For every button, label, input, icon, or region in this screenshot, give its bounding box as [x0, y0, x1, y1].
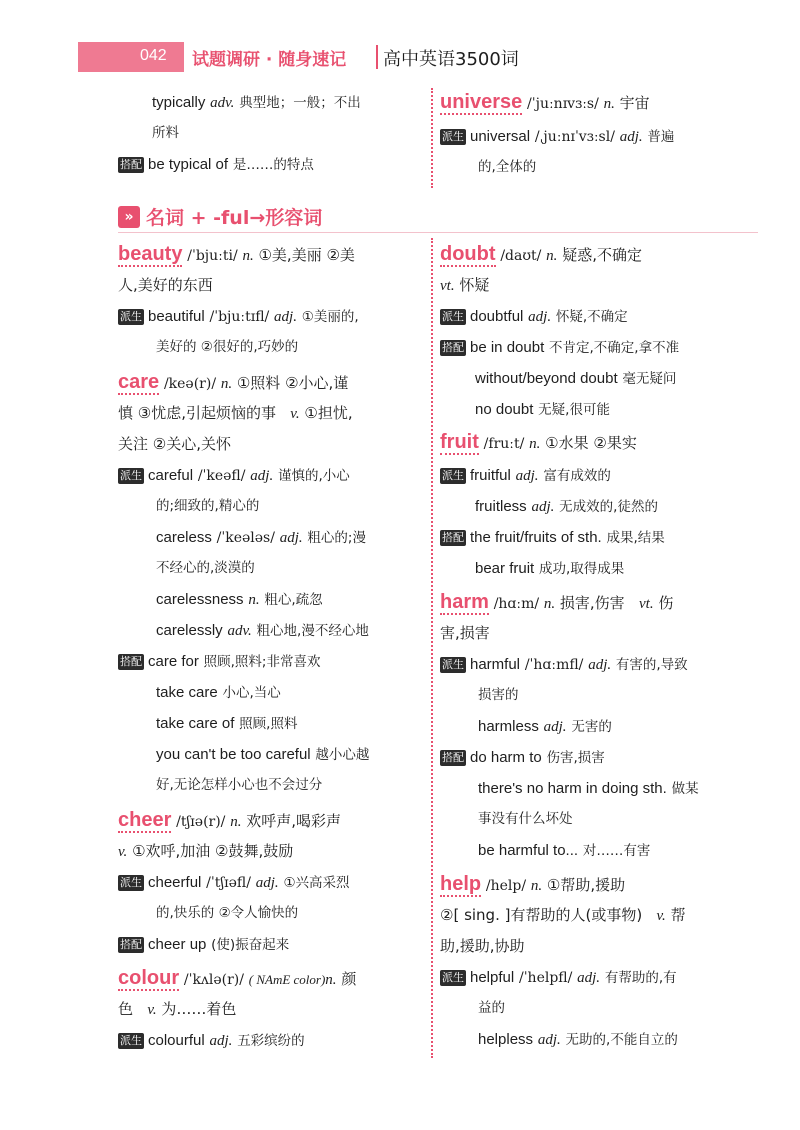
double-chevron-right-icon: » [118, 206, 140, 228]
headword-fruit: fruit [440, 431, 479, 453]
entry-line: 所料 [152, 125, 179, 141]
derivative-line: carelessness n. 粗心,疏忽 [156, 591, 323, 608]
collocation-tag: 搭配 [120, 158, 142, 171]
collocation-tag: 搭配 [442, 751, 464, 764]
headword-help: help [440, 873, 482, 895]
column-divider-top [431, 88, 433, 188]
collocation-line: without/beyond doubt 毫无疑问 [475, 370, 677, 387]
headword-care: care [118, 371, 160, 393]
collocation-line: no doubt 无疑,很可能 [475, 401, 610, 418]
headword-line-colour: colour /ˈkʌlə(r)/ ( NAmE color)n. 颜 [118, 967, 357, 989]
entry-line: 的,快乐的 ②令人愉快的 [156, 905, 299, 921]
derive-tag: 派生 [120, 876, 142, 889]
collocation-line: take care of 照顾,照料 [156, 715, 298, 732]
headword-harm: harm [440, 591, 489, 613]
entry-line: 的;细致的,精心的 [156, 498, 260, 514]
collocation-tag: 搭配 [120, 938, 142, 951]
entry-line: 损害的 [478, 687, 519, 703]
entry-line: 不经心的,淡漠的 [156, 560, 255, 576]
page-number-band [78, 42, 184, 72]
section-title: 名词 + -ful→形容词 [146, 207, 323, 229]
collocation-line: 搭配 the fruit/fruits of sth. 成果,结果 [442, 529, 665, 546]
headword-doubt: doubt [440, 243, 496, 265]
entry-line: vt. 怀疑 [440, 276, 490, 294]
derive-tag: 派生 [442, 469, 464, 482]
entry-line: 好,无论怎样小心也不会过分 [156, 777, 323, 793]
derive-tag: 派生 [442, 971, 464, 984]
entry-line: 益的 [478, 1000, 505, 1016]
entry-line: 关注 ②关心,关怀 [118, 435, 231, 453]
collocation-line: 搭配 be typical of 是……的特点 [120, 156, 314, 173]
section-rule [118, 232, 758, 233]
headword-beauty: beauty [118, 243, 183, 265]
collocation-line: bear fruit 成功,取得成果 [475, 560, 625, 577]
derivative-line: 派生 doubtful adj. 怀疑,不确定 [442, 308, 628, 325]
entry-line: 助,援助,协助 [440, 937, 525, 955]
entry-line: typically adv. 典型地；一般；不出 [152, 94, 361, 111]
derivative-line: harmless adj. 无害的 [478, 718, 612, 735]
derive-tag: 派生 [120, 469, 142, 482]
derivative-line: helpless adj. 无助的,不能自立的 [478, 1031, 678, 1048]
collocation-line: 搭配 cheer up (使)振奋起来 [120, 936, 290, 953]
book-title: 高中英语3500词 [383, 49, 519, 70]
derive-tag: 派生 [442, 658, 464, 671]
collocation-line: 搭配 care for 照顾,照料;非常喜欢 [120, 653, 321, 670]
entry-line: 美好的 ②很好的,巧妙的 [156, 339, 299, 355]
collocation-line: take care 小心,当心 [156, 684, 281, 701]
header-divider [376, 45, 378, 69]
collocation-tag: 搭配 [442, 341, 464, 354]
derivative-line: 派生 harmful /ˈhɑːmfl/ adj. 有害的,导致 [442, 656, 688, 673]
collocation-tag: 搭配 [120, 655, 142, 668]
derivative-line: careless /ˈkeələs/ adj. 粗心的;漫 [156, 529, 366, 546]
derivative-line: fruitless adj. 无成效的,徒然的 [475, 498, 658, 515]
headword-line-universe: universe /ˈjuːnɪvɜːs/ n. 宇宙 [440, 91, 650, 113]
page-number: 042 [140, 47, 167, 64]
headword-line-doubt: doubt /daʊt/ n. 疑惑,不确定 [440, 243, 642, 265]
derivative-line: 派生 colourful adj. 五彩缤纷的 [120, 1032, 305, 1049]
derivative-line: 派生 fruitful adj. 富有成效的 [442, 467, 611, 484]
derive-tag: 派生 [120, 310, 142, 323]
collocation-tag: 搭配 [442, 531, 464, 544]
headword-line-harm: harm /hɑːm/ n. 损害,伤害 vt. 伤 [440, 591, 674, 613]
entry-line: 的,全体的 [478, 159, 537, 175]
entry-line: 事没有什么坏处 [478, 811, 573, 827]
derivative-line: carelessly adv. 粗心地,漫不经心地 [156, 622, 369, 639]
series-title: 试题调研 · 随身速记 [192, 50, 347, 70]
entry-line: 人,美好的东西 [118, 276, 213, 294]
entry-line: 慎 ③忧虑,引起烦恼的事 v. ①担忧, [118, 404, 353, 422]
derive-tag: 派生 [120, 1034, 142, 1047]
derivative-line: 派生 helpful /ˈhelpfl/ adj. 有帮助的,有 [442, 969, 677, 986]
derivative-line: 派生 cheerful /ˈtʃɪəfl/ adj. ①兴高采烈 [120, 874, 350, 891]
entry-line: 害,损害 [440, 624, 490, 642]
collocation-line: be harmful to... 对……有害 [478, 842, 651, 859]
column-divider [431, 238, 433, 1058]
collocation-line: 搭配 do harm to 伤害,损害 [442, 749, 605, 766]
entry-line: 色 v. 为……着色 [118, 1000, 237, 1018]
collocation-line: you can't be too careful 越小心越 [156, 746, 370, 763]
entry-line: v. ①欢呼,加油 ②鼓舞,鼓励 [118, 842, 294, 860]
headword-cheer: cheer [118, 809, 172, 831]
derivative-line: 派生 careful /ˈkeəfl/ adj. 谨慎的,小心 [120, 467, 350, 484]
collocation-line: 搭配 be in doubt 不肯定,不确定,拿不准 [442, 339, 680, 356]
collocation-line: there's no harm in doing sth. 做某 [478, 780, 699, 797]
entry-line: ②[ sing. ]有帮助的人(或事物) v. 帮 [440, 906, 686, 924]
headword-line-care: care /keə(r)/ n. ①照料 ②小心,谨 [118, 371, 349, 393]
derive-tag: 派生 [442, 310, 464, 323]
headword-colour: colour [118, 967, 180, 989]
headword-line-fruit: fruit /fruːt/ n. ①水果 ②果实 [440, 431, 637, 453]
headword-line-help: help /help/ n. ①帮助,援助 [440, 873, 626, 895]
derivative-line: 派生 beautiful /ˈbjuːtɪfl/ adj. ①美丽的, [120, 308, 359, 325]
headword-universe: universe [440, 91, 523, 113]
headword-line-beauty: beauty /ˈbjuːti/ n. ①美,美丽 ②美 [118, 243, 355, 265]
derivative-line: 派生 universal /ˌjuːnɪˈvɜːsl/ adj. 普遍 [442, 128, 675, 145]
derive-tag: 派生 [442, 130, 464, 143]
headword-line-cheer: cheer /tʃɪə(r)/ n. 欢呼声,喝彩声 [118, 809, 341, 831]
